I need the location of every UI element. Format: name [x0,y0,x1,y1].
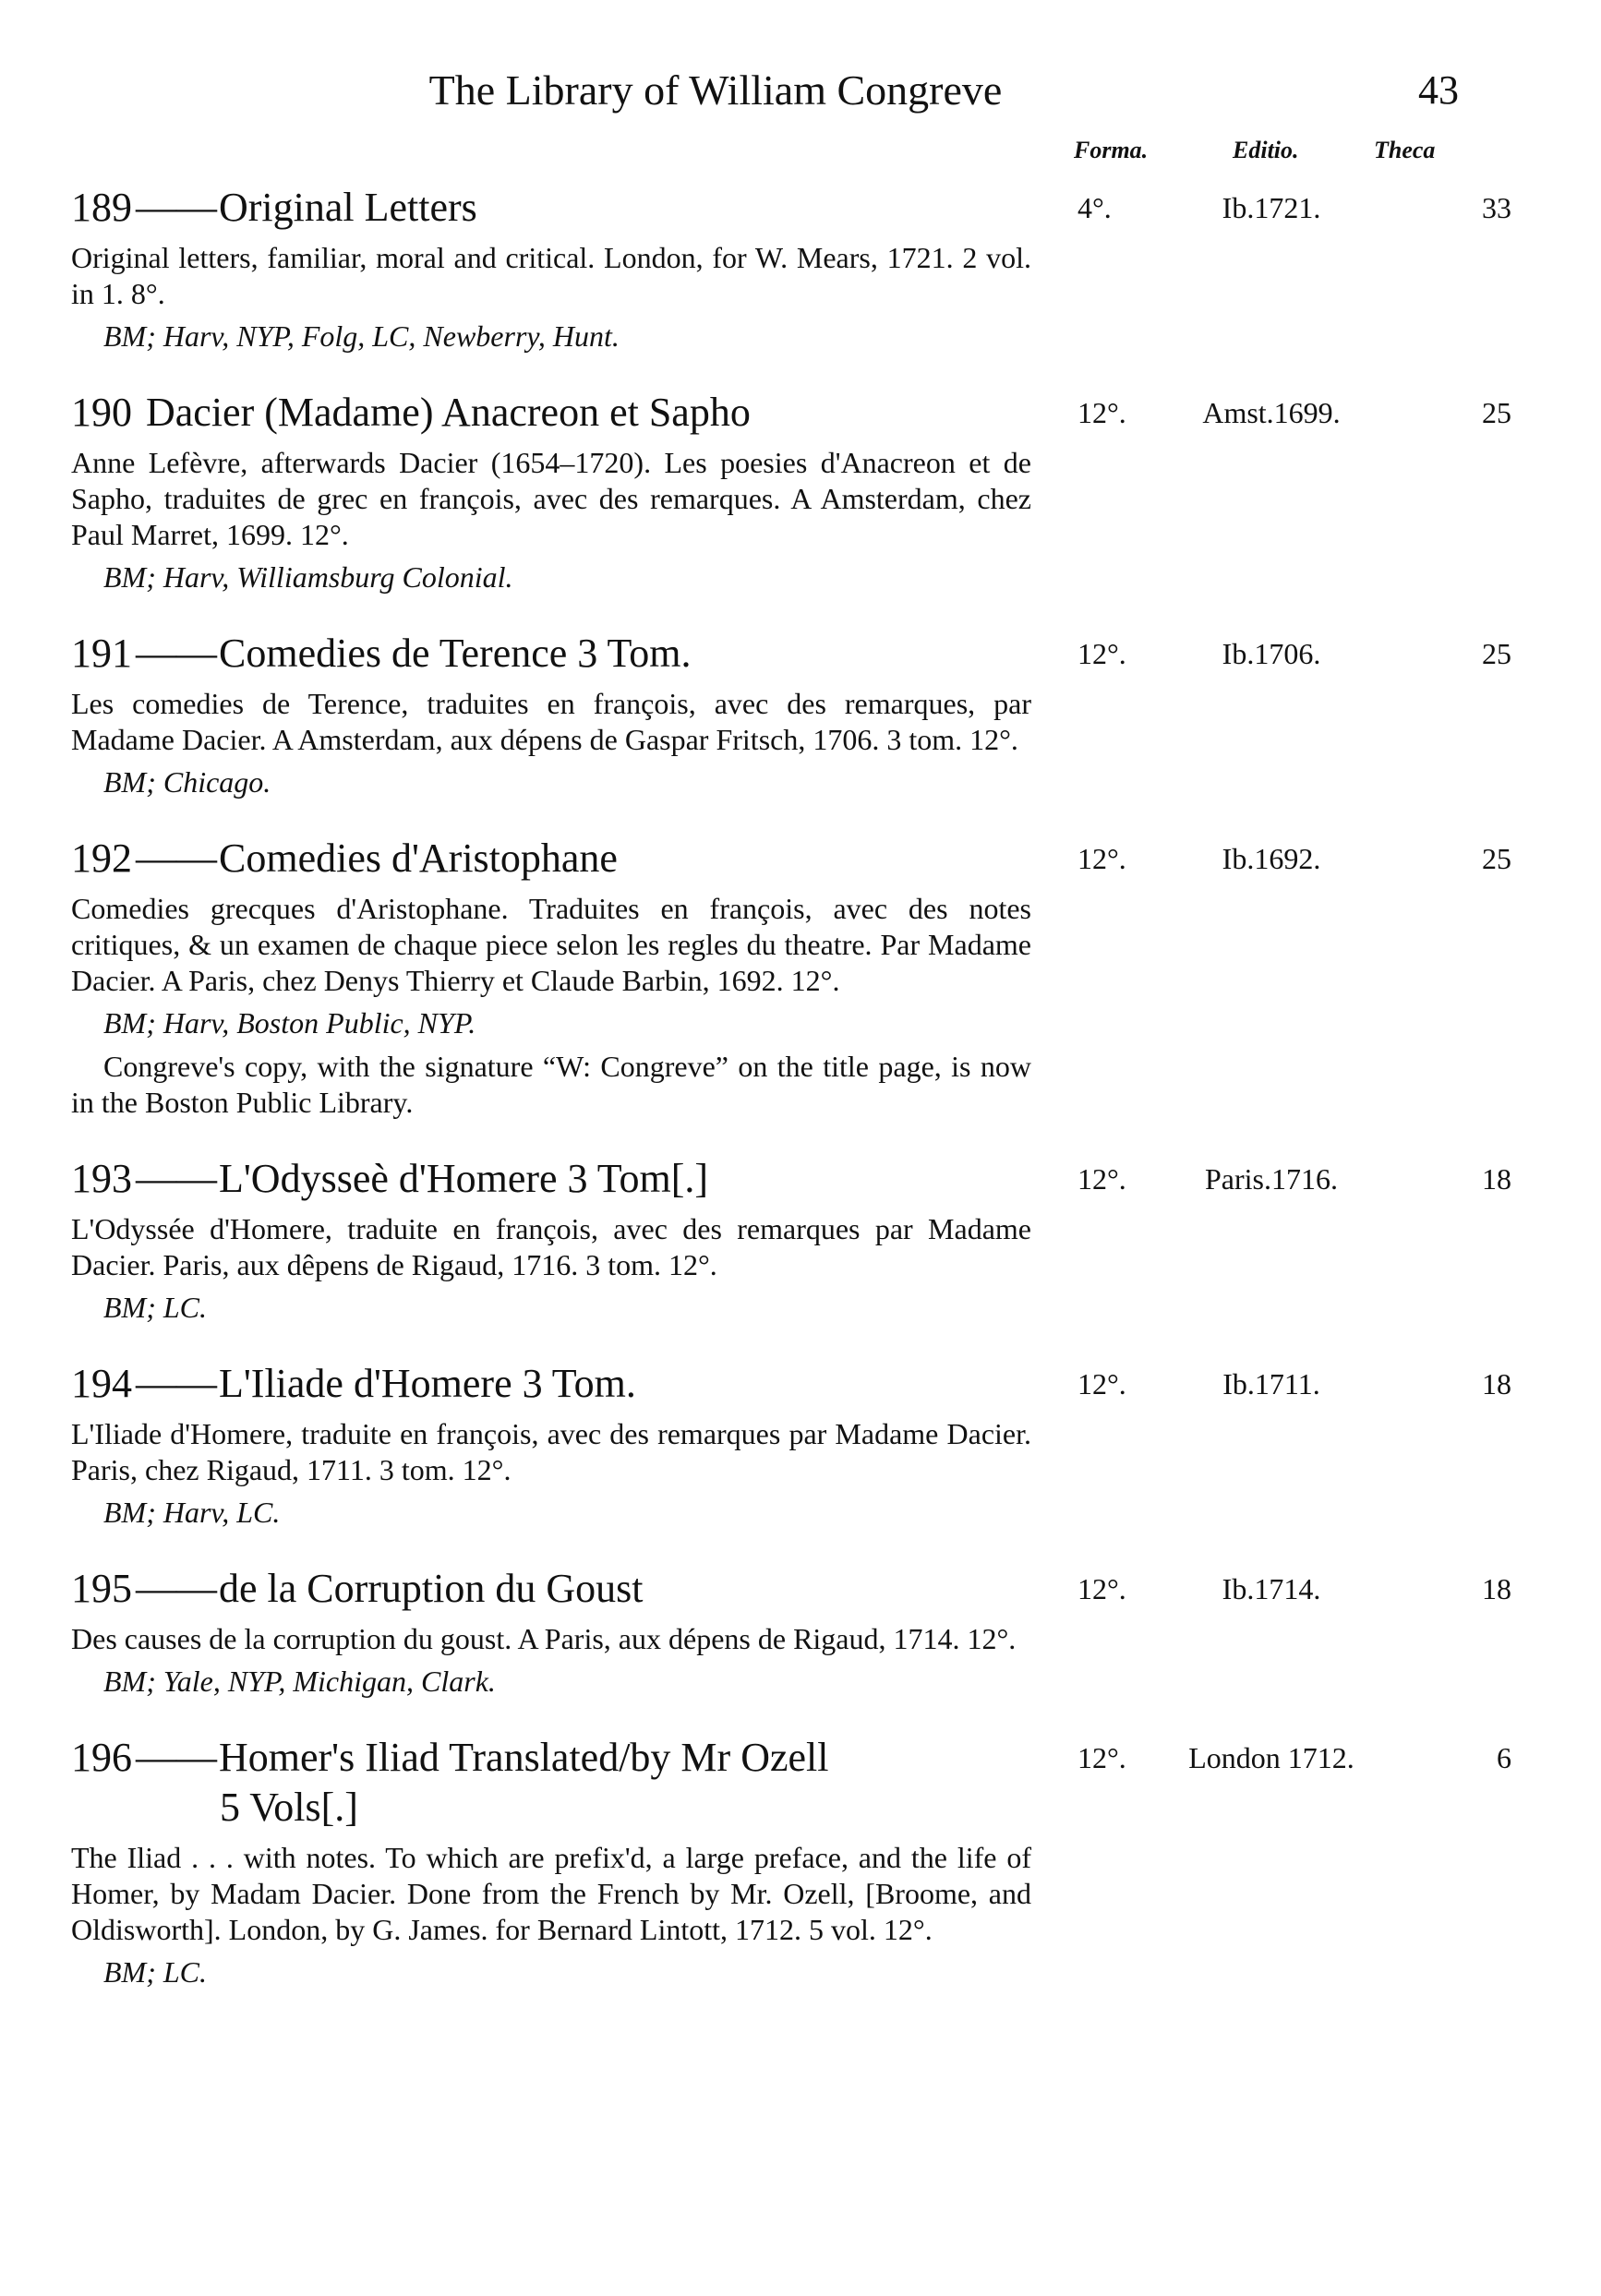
entry-title: Homer's Iliad Translated/by Mr Ozell [219,1735,829,1780]
entry-title: L'Odysseè d'Homere 3 Tom[.] [219,1156,709,1201]
entry-editio: Ib.1692. [1222,842,1321,875]
entry-editio: Ib.1721. [1222,191,1321,224]
entry-title-line [71,183,1567,233]
entry-number: 190 [71,390,132,435]
entry-editio: Ib.1711. [1222,1367,1320,1400]
entry-heading [71,1733,1031,1783]
ditto-dash: —— [136,631,217,676]
entry-description: Original letters, familiar, moral and critical. London, for W. Mears, 1721. 2 vol. in 1. 8°. [71,241,1031,310]
entry-locations: BM; LC. [103,1955,207,1989]
entry-locations: BM; Harv, LC. [103,1496,281,1529]
page-header [0,63,1601,118]
entry-theca: 25 [1482,637,1511,670]
entry-editio: Paris.1716. [1205,1162,1338,1196]
ditto-dash: —— [136,1566,217,1611]
entry-heading [71,1154,1031,1204]
entry-theca: 33 [1482,191,1511,224]
entry-locations: BM; Yale, NYP, Michigan, Clark. [103,1665,496,1698]
entry-heading [71,183,1031,233]
column-headers [0,137,1601,170]
entry-editio: Ib.1714. [1222,1572,1321,1605]
entry-title-line [71,834,1567,884]
entry-note: Congreve's copy, with the signature “W: Congreve” on the title page, is now in the Boston Public Library. [71,1050,1031,1119]
entry-description: Des causes de la corruption du goust. A Paris, aux dépens de Rigaud, 1714. 12°. [71,1622,1017,1655]
entry-title: Comedies de Terence 3 Tom. [219,631,692,676]
entry-title: Dacier (Madame) Anacreon et Sapho [146,390,751,435]
catalogue-entry [71,183,1567,355]
entry-locations: BM; Harv, NYP, Folg, LC, Newberry, Hunt. [103,319,620,353]
entry-title-line [71,1154,1567,1204]
entry-title-line [71,1359,1567,1409]
catalogue-entry [71,1359,1567,1531]
ditto-dash: —— [136,1735,217,1780]
entry-title: Original Letters [219,185,477,230]
entry-number: 193 [71,1156,132,1201]
page-number: 43 [1418,67,1459,113]
entry-forma: 4°. [1077,191,1112,224]
column-theca: Theca [1374,137,1436,163]
entry-number: 191 [71,631,132,676]
catalogue-entry [71,834,1567,1121]
entry-locations: BM; Chicago. [103,765,271,799]
entry-number: 196 [71,1735,132,1780]
catalogue-entry [71,1154,1567,1326]
entry-forma: 12°. [1077,637,1126,670]
entry-description: The Iliad . . . with notes. To which are prefix'd, a large preface, and the life of Homer, by Madam Dacier. Done from the French by Mr. Ozell, [Broome, and Oldisworth]. London, by G. James. for Bernard Lintott, 1712. 5 vol. 12°. [71,1841,1031,1946]
entry-forma: 12°. [1077,842,1126,875]
catalogue-entry [71,629,1567,800]
entry-theca: 25 [1482,842,1511,875]
ditto-dash: —— [136,835,217,881]
running-title: The Library of William Congreve [428,66,1003,114]
entry-title: L'Iliade d'Homere 3 Tom. [219,1361,636,1406]
entry-heading [71,1359,1031,1409]
entry-theca: 18 [1482,1572,1511,1605]
entry-locations: BM; Harv, Boston Public, NYP. [103,1006,476,1040]
entry-description: Anne Lefèvre, afterwards Dacier (1654–1720). Les poesies d'Anacreon et de Sapho, traduites de grec en françois, avec des remarques. A Amsterdam, chez Paul Marret, 1699. 12°. [71,446,1031,551]
entry-description: Les comedies de Terence, traduites en françois, avec des remarques, par Madame Dacier. A Amsterdam, aux dépens de Gaspar Fritsch, 1706. 3 tom. 12°. [71,687,1031,756]
catalogue-entry [71,1733,1567,1990]
entry-title-line [71,1733,1567,1833]
entry-heading [71,629,1031,679]
ditto-dash: —— [136,185,217,230]
entry-number: 189 [71,185,132,230]
entry-title-line [71,629,1567,679]
entry-description: L'Iliade d'Homere, traduite en françois, avec des remarques par Madame Dacier. Paris, chez Rigaud, 1711. 3 tom. 12°. [71,1417,1031,1486]
entry-number: 195 [71,1566,132,1611]
entry-editio: London 1712. [1188,1741,1354,1774]
entry-locations: BM; LC. [103,1291,207,1324]
column-editio: Editio. [1233,137,1299,163]
entry-editio: Amst.1699. [1202,396,1341,429]
entry-locations: BM; Harv, Williamsburg Colonial. [103,560,513,594]
entry-heading [71,834,1031,884]
entry-editio: Ib.1706. [1222,637,1321,670]
entry-forma: 12°. [1077,396,1126,429]
entry-title: de la Corruption du Goust [219,1566,644,1611]
entry-number: 192 [71,835,132,881]
entry-heading [71,388,1031,438]
ditto-dash: —— [136,1156,217,1201]
entry-forma: 12°. [1077,1367,1126,1400]
entry-theca: 6 [1497,1741,1511,1774]
entry-number: 194 [71,1361,132,1406]
entry-forma: 12°. [1077,1162,1126,1196]
entry-forma: 12°. [1077,1572,1126,1605]
ditto-dash: —— [136,1361,217,1406]
entry-forma: 12°. [1077,1741,1126,1774]
entry-title-line [71,1564,1567,1614]
entry-description: Comedies grecques d'Aristophane. Traduites en françois, avec des notes critiques, & un examen de chaque piece selon les regles du theatre. Par Madame Dacier. A Paris, chez Denys Thierry et Claude Barbin, 1692. 12°. [71,892,1031,997]
entry-title-line [71,388,1567,438]
entry-title: Comedies d'Aristophane [219,835,618,881]
entry-theca: 25 [1482,396,1511,429]
catalogue-entry [71,1564,1567,1700]
entry-heading [71,1564,1031,1614]
column-forma: Forma. [1074,137,1149,163]
entry-theca: 18 [1482,1162,1511,1196]
entry-theca: 18 [1482,1367,1511,1400]
catalogue-entry [71,388,1567,595]
catalogue-entries [71,183,1567,2024]
entry-title-continuation: 5 Vols[.] [220,1785,358,1830]
entry-description: L'Odyssée d'Homere, traduite en françois, avec des remarques par Madame Dacier. Paris, aux dêpens de Rigaud, 1716. 3 tom. 12°. [71,1212,1031,1281]
